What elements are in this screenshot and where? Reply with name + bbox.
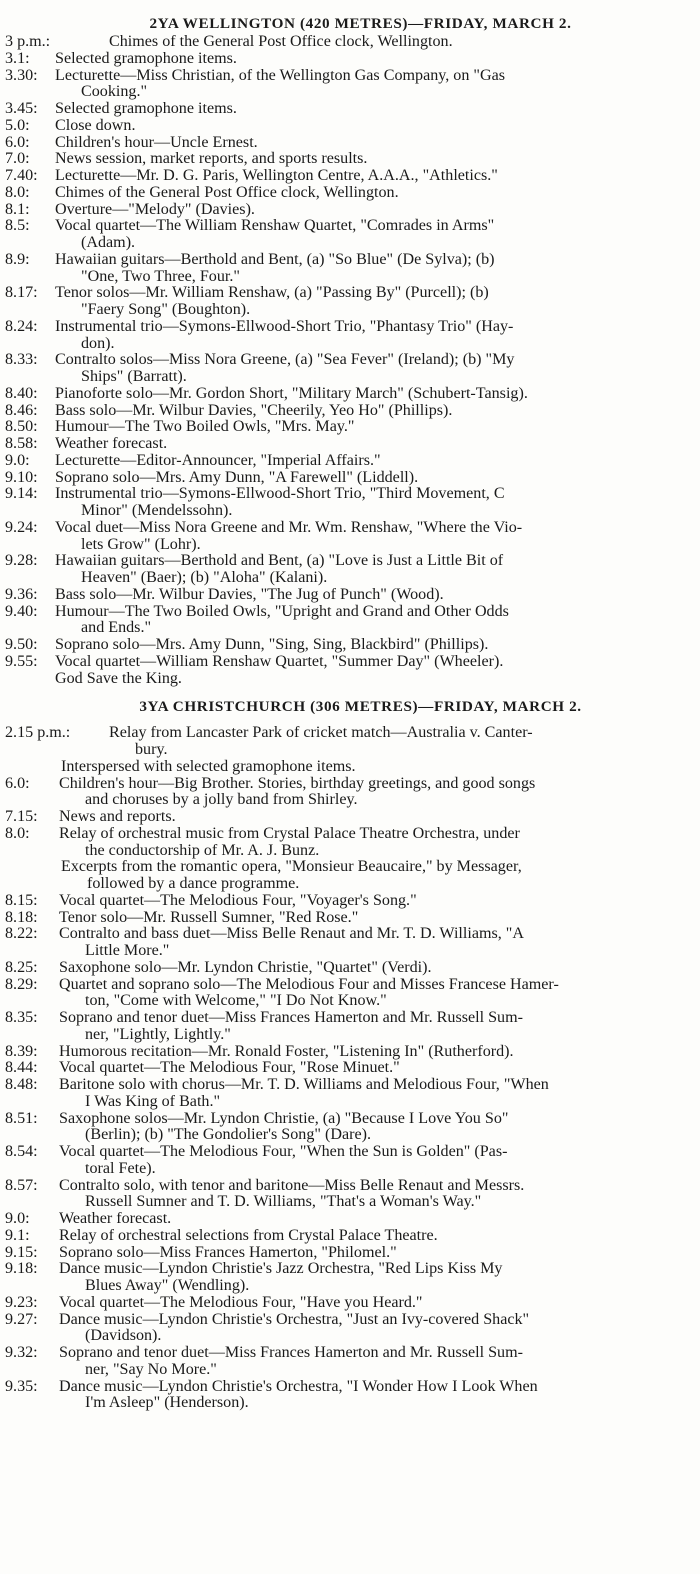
entry-time: 8.54: bbox=[5, 1143, 38, 1160]
entry-time: 8.57: bbox=[5, 1176, 38, 1194]
programme-entry bbox=[5, 587, 694, 604]
entry-line: Saxophone solos—Mr. Lyndon Christie, (a) "Because I Love You So" bbox=[59, 1109, 509, 1127]
entry-line: Overture—"Melody" (Davies). bbox=[55, 200, 255, 218]
programme-entry bbox=[5, 68, 694, 102]
entry-time: 8.40: bbox=[5, 384, 38, 402]
entry-text bbox=[55, 419, 694, 436]
programme-entry bbox=[5, 893, 694, 910]
entry-time: 9.10: bbox=[5, 468, 38, 486]
entry-text bbox=[59, 1312, 694, 1346]
entry-time: 8.39: bbox=[5, 1042, 38, 1060]
entry-line: Quartet and soprano solo—The Melodious Four and Misses Francese Hamer- bbox=[59, 975, 559, 993]
programme-entry bbox=[5, 386, 694, 403]
entry-time: 8.0: bbox=[5, 183, 30, 201]
entry-text bbox=[59, 1345, 694, 1379]
entry-continuation: Cooking." bbox=[81, 83, 148, 101]
programme-entry bbox=[5, 520, 694, 554]
entry-continuation: don). bbox=[81, 334, 115, 352]
entry-continuation: I Was King of Bath." bbox=[85, 1092, 221, 1110]
entry-time: 9.28: bbox=[5, 552, 38, 570]
programme-note bbox=[5, 759, 694, 776]
entry-line: Vocal quartet—The William Renshaw Quartet, "Comrades in Arms" bbox=[55, 217, 495, 235]
programme-note bbox=[5, 859, 694, 893]
programme-entry bbox=[5, 352, 694, 386]
entry-continuation: ton, "Come with Welcome," "I Do Not Know." bbox=[85, 992, 387, 1010]
entry-time: 8.46: bbox=[5, 401, 38, 419]
programme-entry bbox=[5, 51, 694, 68]
entry-text bbox=[59, 910, 694, 927]
entry-text bbox=[55, 51, 694, 68]
programme-entry bbox=[5, 470, 694, 487]
entry-text bbox=[59, 776, 694, 810]
entry-time: 9.1: bbox=[5, 1226, 30, 1244]
note-continuation: followed by a dance programme. bbox=[87, 875, 300, 892]
programme-entry bbox=[5, 403, 694, 420]
programme-list bbox=[5, 34, 694, 671]
entry-time: 6.0: bbox=[5, 774, 30, 792]
entry-time: 9.14: bbox=[5, 485, 38, 503]
programme-entry bbox=[5, 1228, 694, 1245]
entry-line: Hawaiian guitars—Berthold and Bent, (a) "So Blue" (De Sylva); (b) bbox=[55, 250, 495, 268]
entry-text bbox=[59, 1261, 694, 1295]
programme-entry bbox=[5, 486, 694, 520]
entry-time: 9.40: bbox=[5, 602, 38, 620]
entry-continuation: (Berlin); (b) "The Gondolier's Song" (Dare). bbox=[85, 1126, 371, 1144]
entry-text bbox=[59, 960, 694, 977]
entry-time: 8.24: bbox=[5, 317, 38, 335]
programme-entry bbox=[5, 604, 694, 638]
programme-entry bbox=[5, 776, 694, 810]
programme-entry bbox=[5, 1144, 694, 1178]
entry-text bbox=[55, 101, 694, 118]
programme-entry bbox=[5, 34, 694, 51]
entry-line: Relay from Lancaster Park of cricket match—Australia v. Canter- bbox=[109, 724, 533, 742]
entry-time: 9.0: bbox=[5, 1210, 30, 1227]
entry-continuation: ner, "Lightly, Lightly." bbox=[85, 1025, 231, 1043]
entry-continuation: Little More." bbox=[85, 942, 170, 959]
entry-line: Baritone solo with chorus—Mr. T. D. Williams and Melodious Four, "When bbox=[59, 1076, 549, 1093]
entry-line: News session, market reports, and sports results. bbox=[55, 150, 368, 168]
entry-line: Hawaiian guitars—Berthold and Bent, (a) "Love is Just a Little Bit of bbox=[55, 552, 504, 570]
entry-time: 8.17: bbox=[5, 284, 38, 302]
entry-time: 9.15: bbox=[5, 1243, 38, 1261]
entry-time: 9.36: bbox=[5, 585, 38, 603]
entry-text bbox=[55, 486, 694, 520]
entry-text bbox=[109, 34, 694, 51]
entry-time: 8.22: bbox=[5, 925, 38, 943]
entry-line: Vocal duet—Miss Nora Greene and Mr. Wm. Renshaw, "Where the Vio- bbox=[55, 518, 523, 536]
entry-line: News and reports. bbox=[59, 808, 176, 825]
entry-line: Soprano solo—Miss Frances Hamerton, "Philomel." bbox=[59, 1243, 397, 1261]
entry-text bbox=[59, 1245, 694, 1262]
entry-continuation: Russell Sumner and T. D. Williams, "That's a Woman's Way." bbox=[85, 1193, 482, 1211]
entry-line: Vocal quartet—The Melodious Four, "When the Sun is Golden" (Pas- bbox=[59, 1143, 508, 1160]
programme-entry bbox=[5, 453, 694, 470]
entry-text bbox=[55, 151, 694, 168]
entry-text bbox=[55, 436, 694, 453]
entry-text bbox=[59, 809, 694, 826]
entry-line: Saxophone solo—Mr. Lyndon Christie, "Quartet" (Verdi). bbox=[59, 958, 432, 976]
entry-continuation: Minor" (Mendelssohn). bbox=[81, 502, 233, 519]
entry-line: Instrumental trio—Symons-Ellwood-Short Trio, "Third Movement, C bbox=[55, 485, 505, 503]
entry-line: Lecturette—Miss Christian, of the Wellington Gas Company, on "Gas bbox=[55, 66, 506, 84]
entry-continuation: Ships" (Barratt). bbox=[81, 368, 187, 385]
entry-continuation: lets Grow" (Lohr). bbox=[81, 535, 201, 553]
programme-entry bbox=[5, 151, 694, 168]
programme-entry bbox=[5, 809, 694, 826]
entry-text bbox=[55, 202, 694, 219]
entry-line: Soprano solo—Mrs. Amy Dunn, "A Farewell" (Liddell). bbox=[55, 468, 419, 486]
entry-continuation: bury. bbox=[135, 741, 168, 758]
entry-line: Humour—The Two Boiled Owls, "Upright and Grand and Other Odds bbox=[55, 602, 509, 620]
entry-text bbox=[55, 118, 694, 135]
entry-time: 5.0: bbox=[5, 116, 30, 134]
entry-text bbox=[59, 977, 694, 1011]
entry-text bbox=[55, 185, 694, 202]
entry-line: Weather forecast. bbox=[55, 435, 168, 452]
entry-line: Bass solo—Mr. Wilbur Davies, "The Jug of Punch" (Wood). bbox=[55, 585, 444, 603]
entry-text bbox=[55, 285, 694, 319]
programme-entry bbox=[5, 1044, 694, 1061]
entry-text bbox=[59, 1379, 694, 1413]
programme-entry bbox=[5, 1312, 694, 1346]
programme-entry bbox=[5, 1261, 694, 1295]
entry-line: Contralto solo, with tenor and baritone—Miss Belle Renaut and Messrs. bbox=[59, 1176, 525, 1194]
entry-time: 9.50: bbox=[5, 636, 38, 653]
entry-line: Vocal quartet—The Melodious Four, "Have you Heard." bbox=[59, 1293, 423, 1311]
entry-line: Relay of orchestral music from Crystal Palace Theatre Orchestra, under bbox=[59, 824, 520, 842]
programme-list bbox=[5, 725, 694, 1412]
entry-time: 9.32: bbox=[5, 1344, 38, 1361]
entry-line: Tenor solo—Mr. Russell Sumner, "Red Rose." bbox=[59, 908, 359, 926]
entry-line: Weather forecast. bbox=[59, 1210, 172, 1227]
entry-time: 8.15: bbox=[5, 891, 38, 909]
entry-time: 8.58: bbox=[5, 435, 38, 452]
entry-text bbox=[55, 319, 694, 353]
programme-entry bbox=[5, 1077, 694, 1111]
entry-text bbox=[59, 1077, 694, 1111]
entry-line: Dance music—Lyndon Christie's Orchestra, "I Wonder How I Look When bbox=[59, 1377, 538, 1395]
closing-line: God Save the King. bbox=[55, 669, 182, 687]
section-3ya-christchurch bbox=[5, 687, 694, 1412]
programme-entry bbox=[5, 960, 694, 977]
entry-text bbox=[55, 470, 694, 487]
entry-line: Lecturette—Mr. D. G. Paris, Wellington Centre, A.A.A., "Athletics." bbox=[55, 167, 498, 184]
entry-line: Soprano and tenor duet—Miss Frances Hamerton and Mr. Russell Sum- bbox=[59, 1009, 523, 1026]
entry-time: 9.24: bbox=[5, 518, 38, 536]
entry-line: Chimes of the General Post Office clock, Wellington. bbox=[55, 183, 399, 201]
entry-text bbox=[55, 218, 694, 252]
entry-line: Pianoforte solo—Mr. Gordon Short, "Military March" (Schubert-Tansig). bbox=[55, 384, 528, 402]
entry-time: 8.5: bbox=[5, 217, 30, 235]
entry-line: Contralto solos—Miss Nora Greene, (a) "Sea Fever" (Ireland); (b) "My bbox=[55, 351, 515, 369]
entry-text bbox=[59, 1060, 694, 1077]
entry-time: 8.48: bbox=[5, 1076, 38, 1093]
entry-time: 8.50: bbox=[5, 418, 38, 436]
entry-text bbox=[55, 135, 694, 152]
entry-time: 3.45: bbox=[5, 100, 38, 117]
entry-text bbox=[55, 654, 694, 671]
entry-text bbox=[55, 520, 694, 554]
section-heading: 2YA WELLINGTON (420 METRES)—FRIDAY, MARCH 2. bbox=[149, 15, 572, 32]
entry-continuation: "One, Two Three, Four." bbox=[81, 267, 240, 285]
section-heading: 3YA CHRISTCHURCH (306 METRES)—FRIDAY, MARCH 2. bbox=[139, 698, 582, 716]
entry-text bbox=[55, 352, 694, 386]
programme-entry bbox=[5, 285, 694, 319]
programme-entry bbox=[5, 826, 694, 860]
programme-entry bbox=[5, 319, 694, 353]
entry-time: 9.23: bbox=[5, 1293, 38, 1311]
entry-time: 3.1: bbox=[5, 49, 30, 67]
entry-text bbox=[59, 893, 694, 910]
entry-line: Vocal quartet—William Renshaw Quartet, "Summer Day" (Wheeler). bbox=[55, 652, 504, 670]
programme-entry bbox=[5, 1010, 694, 1044]
programme-entry bbox=[5, 654, 694, 671]
entry-line: Instrumental trio—Symons-Ellwood-Short Trio, "Phantasy Trio" (Hay- bbox=[55, 317, 514, 335]
entry-time: 8.33: bbox=[5, 351, 38, 369]
entry-time: 8.18: bbox=[5, 908, 38, 926]
entry-continuation: "Faery Song" (Boughton). bbox=[81, 301, 251, 318]
programme-entry bbox=[5, 1245, 694, 1262]
programme-entry bbox=[5, 202, 694, 219]
entry-time: 8.35: bbox=[5, 1009, 38, 1026]
entry-line: Chimes of the General Post Office clock, Wellington. bbox=[109, 33, 453, 50]
entry-time: 8.1: bbox=[5, 200, 30, 218]
entry-continuation: and choruses by a jolly band from Shirley. bbox=[85, 791, 358, 809]
entry-text bbox=[109, 725, 694, 759]
programme-entry bbox=[5, 926, 694, 960]
entry-time: 6.0: bbox=[5, 133, 30, 151]
entry-time: 8.9: bbox=[5, 250, 30, 268]
entry-continuation: Blues Away" (Wendling). bbox=[85, 1277, 250, 1294]
entry-line: Children's hour—Uncle Ernest. bbox=[55, 133, 258, 151]
entry-time: 9.18: bbox=[5, 1260, 38, 1278]
entry-continuation: and Ends." bbox=[81, 619, 152, 637]
entry-text bbox=[55, 68, 694, 102]
programme-entry bbox=[5, 118, 694, 135]
programme-entry bbox=[5, 185, 694, 202]
programme-entry bbox=[5, 168, 694, 185]
entry-continuation: Heaven" (Baer); (b) "Aloha" (Kalani). bbox=[81, 569, 328, 586]
entry-text bbox=[59, 926, 694, 960]
entry-line: Lecturette—Editor-Announcer, "Imperial Affairs." bbox=[55, 451, 381, 469]
entry-text bbox=[55, 453, 694, 470]
entry-continuation: (Davidson). bbox=[85, 1327, 162, 1345]
entry-continuation: I'm Asleep" (Henderson). bbox=[85, 1394, 249, 1412]
section-2ya-wellington bbox=[5, 6, 694, 687]
entry-time: 8.25: bbox=[5, 958, 38, 976]
entry-time: 8.51: bbox=[5, 1109, 38, 1127]
entry-continuation: toral Fete). bbox=[85, 1159, 156, 1177]
entry-text bbox=[59, 1295, 694, 1312]
entry-text bbox=[55, 637, 694, 654]
entry-line: Children's hour—Big Brother. Stories, birthday greetings, and good songs bbox=[59, 774, 536, 792]
entry-text bbox=[59, 1044, 694, 1061]
entry-time: 8.0: bbox=[5, 824, 30, 842]
entry-text bbox=[59, 1211, 694, 1228]
entry-time: 8.29: bbox=[5, 975, 38, 993]
programme-entry bbox=[5, 553, 694, 587]
programme-entry bbox=[5, 725, 694, 759]
entry-text bbox=[55, 403, 694, 420]
programme-entry bbox=[5, 1379, 694, 1413]
entry-text bbox=[59, 1144, 694, 1178]
entry-continuation: ner, "Say No More." bbox=[85, 1360, 217, 1378]
programme-entry bbox=[5, 135, 694, 152]
entry-continuation: (Adam). bbox=[81, 234, 136, 251]
entry-line: Vocal quartet—The Melodious Four, "Voyager's Song." bbox=[59, 891, 417, 909]
programme-entry bbox=[5, 252, 694, 286]
programme-entry bbox=[5, 910, 694, 927]
note-text: Excerpts from the romantic opera, "Monsieur Beaucaire," by Messager, bbox=[61, 858, 522, 876]
programme-entry bbox=[5, 419, 694, 436]
entry-text bbox=[55, 587, 694, 604]
entry-text bbox=[55, 553, 694, 587]
entry-line: Relay of orchestral selections from Crystal Palace Theatre. bbox=[59, 1226, 438, 1244]
programme-entry bbox=[5, 1295, 694, 1312]
entry-time: 9.0: bbox=[5, 451, 30, 469]
entry-text bbox=[59, 1178, 694, 1212]
entry-continuation: the conductorship of Mr. A. J. Bunz. bbox=[85, 841, 320, 859]
entry-text bbox=[59, 826, 694, 860]
entry-text bbox=[59, 1010, 694, 1044]
entry-line: Tenor solos—Mr. William Renshaw, (a) "Passing By" (Purcell); (b) bbox=[55, 284, 489, 302]
entry-time: 7.40: bbox=[5, 167, 38, 184]
entry-line: Selected gramophone items. bbox=[55, 100, 237, 117]
entry-time: 2.15 p.m.: bbox=[5, 724, 71, 742]
programme-entry bbox=[5, 101, 694, 118]
entry-time: 7.0: bbox=[5, 150, 30, 168]
entry-time: 7.15: bbox=[5, 808, 38, 825]
programme-entry bbox=[5, 977, 694, 1011]
entry-line: Dance music—Lyndon Christie's Jazz Orchestra, "Red Lips Kiss My bbox=[59, 1260, 503, 1278]
programme-entry bbox=[5, 1178, 694, 1212]
entry-text bbox=[55, 252, 694, 286]
note-text: Interspersed with selected gramophone items. bbox=[61, 757, 356, 775]
entry-line: Vocal quartet—The Melodious Four, "Rose Minuet." bbox=[59, 1059, 400, 1077]
entry-time: 9.35: bbox=[5, 1377, 38, 1395]
entry-text bbox=[55, 386, 694, 403]
entry-text bbox=[59, 1228, 694, 1245]
programme-entry bbox=[5, 1060, 694, 1077]
programme-entry bbox=[5, 436, 694, 453]
entry-line: Contralto and bass duet—Miss Belle Renaut and Mr. T. D. Williams, "A bbox=[59, 925, 524, 943]
entry-time: 3 p.m.: bbox=[5, 33, 51, 50]
programme-entry bbox=[5, 637, 694, 654]
entry-text bbox=[59, 1111, 694, 1145]
entry-line: Dance music—Lyndon Christie's Orchestra, "Just an Ivy-covered Shack" bbox=[59, 1310, 530, 1328]
entry-time: 9.55: bbox=[5, 652, 38, 670]
entry-line: Humour—The Two Boiled Owls, "Mrs. May." bbox=[55, 418, 355, 436]
entry-line: Soprano solo—Mrs. Amy Dunn, "Sing, Sing, Blackbird" (Phillips). bbox=[55, 636, 489, 653]
entry-line: Selected gramophone items. bbox=[55, 49, 237, 67]
entry-time: 3.30: bbox=[5, 66, 38, 84]
entry-line: Close down. bbox=[55, 116, 136, 134]
entry-time: 8.44: bbox=[5, 1059, 38, 1077]
entry-time: 9.27: bbox=[5, 1310, 38, 1328]
programme-entry bbox=[5, 1345, 694, 1379]
entry-text bbox=[55, 604, 694, 638]
programme-entry bbox=[5, 1111, 694, 1145]
entry-line: Soprano and tenor duet—Miss Frances Hamerton and Mr. Russell Sum- bbox=[59, 1344, 523, 1361]
entry-line: Bass solo—Mr. Wilbur Davies, "Cheerily, Yeo Ho" (Phillips). bbox=[55, 401, 453, 419]
entry-line: Humorous recitation—Mr. Ronald Foster, "Listening In" (Rutherford). bbox=[59, 1042, 514, 1060]
programme-entry bbox=[5, 1211, 694, 1228]
programme-entry bbox=[5, 218, 694, 252]
entry-text bbox=[55, 168, 694, 185]
